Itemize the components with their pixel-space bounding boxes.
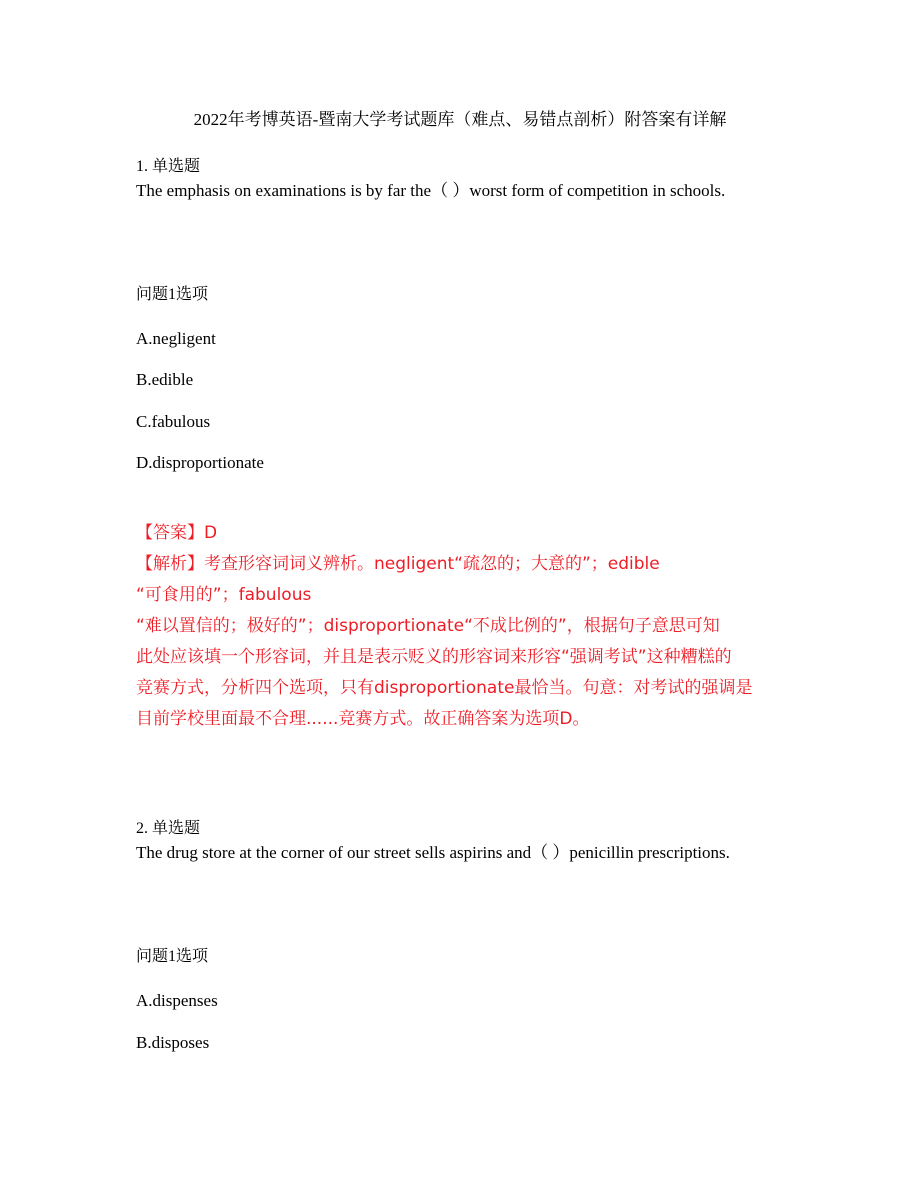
question-1-analysis-line: 竞赛方式，分析四个选项，只有disproportionate最恰当。句意：对考试的强调是: [136, 678, 753, 698]
question-1-option-a: A.negligent: [136, 329, 216, 348]
question-1-analysis-line: “可食用的”；fabulous: [136, 585, 312, 605]
question-2-option-b: B.disposes: [136, 1033, 210, 1052]
question-2-option-group-label: 问题1选项: [136, 948, 209, 965]
question-1-text: The emphasis on examinations is by far the（ ）worst form of competition in schools.: [136, 181, 726, 200]
question-1-option-d: D.disproportionate: [136, 453, 264, 472]
question-1-analysis-line: “难以置信的；极好的”；disproportionate“不成比例的”，根据句子意思可知: [136, 616, 720, 636]
question-1-option-b: B.edible: [136, 370, 194, 389]
question-1-answer: 【答案】D: [136, 523, 218, 543]
document-title: 2022年考博英语-暨南大学考试题库（难点、易错点剖析）附答案有详解: [193, 110, 727, 129]
question-2-option-a: A.dispenses: [136, 991, 218, 1010]
question-2-text: The drug store at the corner of our street sells aspirins and（ ）penicillin prescriptions.: [136, 843, 730, 862]
question-1-analysis-line: 目前学校里面最不合理......竞赛方式。故正确答案为选项D。: [136, 709, 590, 729]
question-2: [136, 818, 836, 864]
question-1-analysis-line: 【解析】考查形容词词义辨析。negligent“疏忽的；大意的”；edible: [136, 554, 660, 574]
question-1-analysis-line: 此处应该填一个形容词，并且是表示贬义的形容词来形容“强调考试”这种糟糕的: [136, 647, 732, 667]
question-1-answer-block: [136, 518, 786, 735]
question-1-option-group-label: 问题1选项: [136, 286, 209, 303]
question-1-option-c: C.fabulous: [136, 412, 211, 431]
question-2-header: 2. 单选题: [136, 820, 201, 837]
question-1: [136, 156, 836, 202]
question-1-header: 1. 单选题: [136, 158, 201, 175]
